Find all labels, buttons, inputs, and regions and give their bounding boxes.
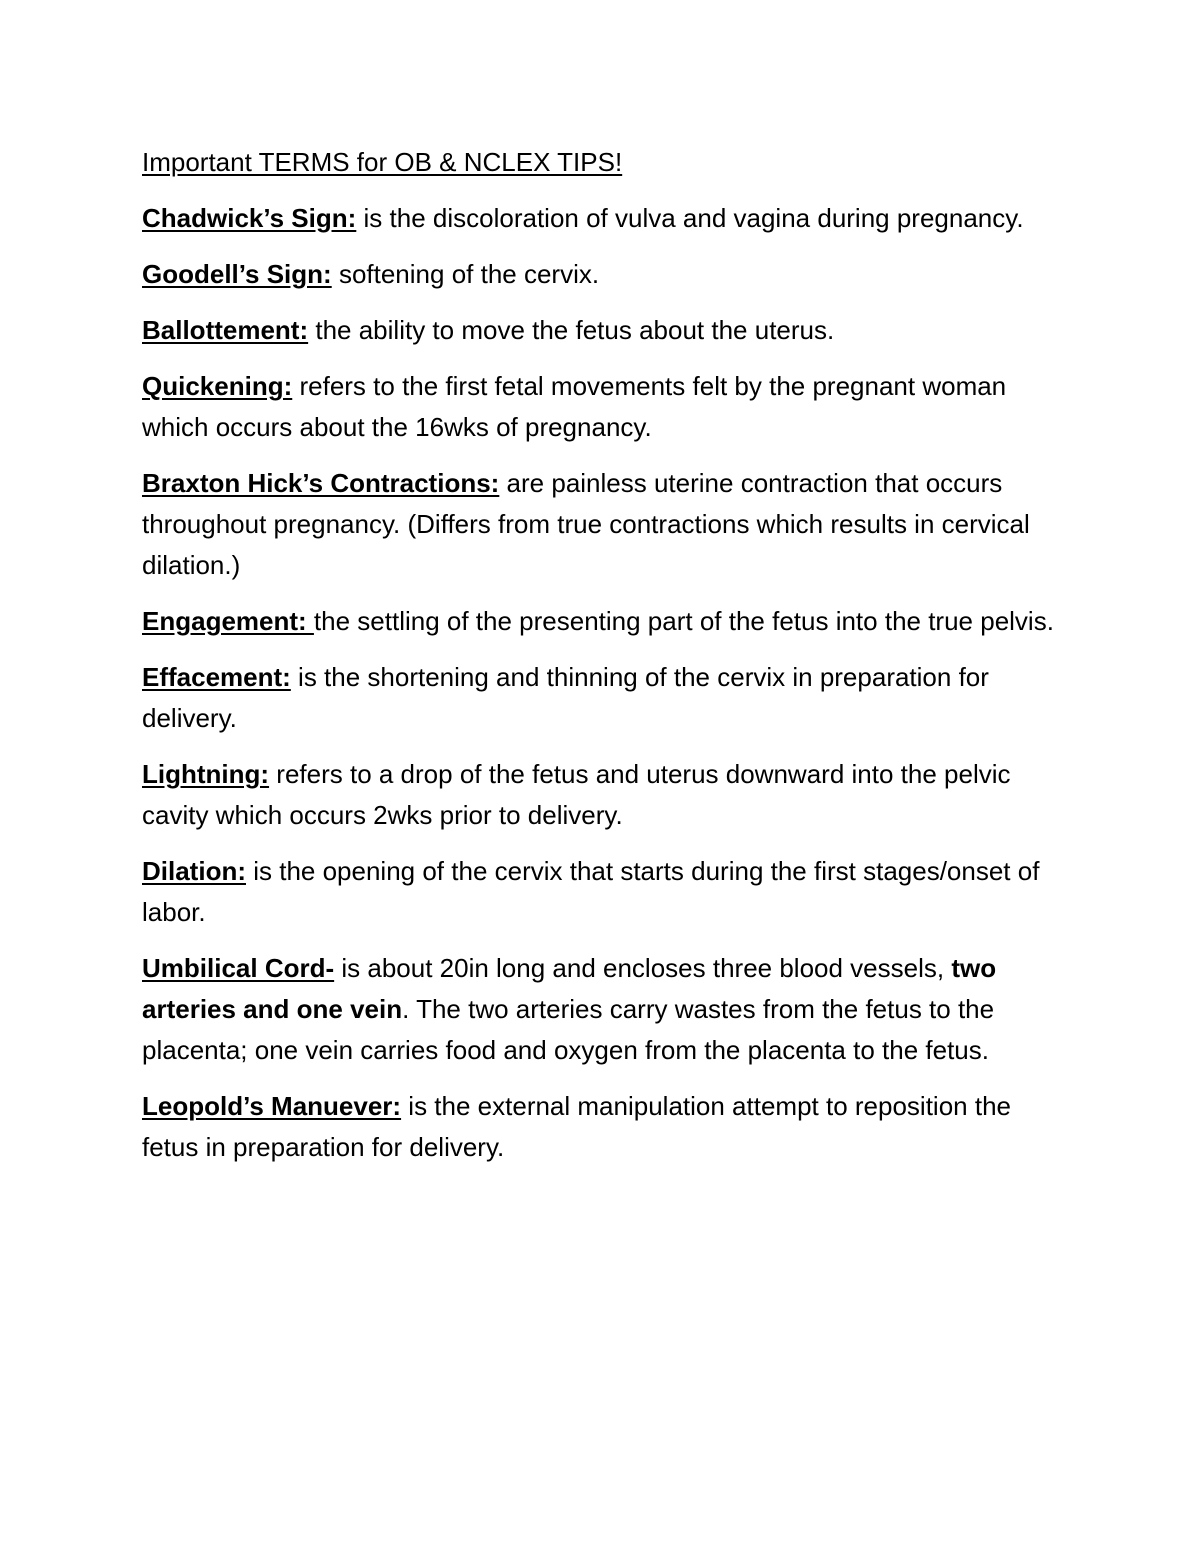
- term-label: Effacement:: [142, 662, 291, 692]
- term-entry-engagement: [142, 601, 1072, 642]
- term-label: Umbilical Cord-: [142, 953, 335, 983]
- term-label: Quickening:: [142, 371, 293, 401]
- term-label: Engagement:: [142, 606, 314, 636]
- term-definition: the ability to move the fetus about the uterus.: [308, 315, 835, 345]
- term-definition: is the external manipulation attempt to reposition the fetus in preparation for delivery.: [142, 1091, 1011, 1162]
- term-definition: is about 20in long and encloses three blood vessels,: [334, 953, 952, 983]
- term-entry-ballottement: [142, 310, 1072, 351]
- term-entry-umbilical-cord: [142, 948, 1072, 1071]
- term-definition: is the opening of the cervix that starts during the first stages/onset of labor.: [142, 856, 1040, 927]
- term-entry-braxton-hicks: [142, 463, 1072, 586]
- term-definition: the settling of the presenting part of the fetus into the true pelvis.: [313, 606, 1054, 636]
- term-entry-effacement: [142, 657, 1072, 739]
- term-label: Lightning:: [142, 759, 270, 789]
- term-entry-goodells-sign: [142, 254, 1072, 295]
- term-entry-dilation: [142, 851, 1072, 933]
- term-definition: refers to a drop of the fetus and uterus downward into the pelvic cavity which occurs 2wks prior to delivery.: [142, 759, 1011, 830]
- term-label: Ballottement:: [142, 315, 309, 345]
- term-entry-chadwicks-sign: [142, 198, 1072, 239]
- term-definition: is the discoloration of vulva and vagina during pregnancy.: [356, 203, 1024, 233]
- document-title-text: Important TERMS for OB & NCLEX TIPS!: [142, 147, 623, 177]
- term-definition: is the shortening and thinning of the cervix in preparation for delivery.: [142, 662, 989, 733]
- term-label: Braxton Hick’s Contractions:: [142, 468, 500, 498]
- term-label: Leopold’s Manuever:: [142, 1091, 402, 1121]
- term-entry-lightning: [142, 754, 1072, 836]
- term-definition: refers to the first fetal movements felt by the pregnant woman which occurs about the 16wks of pregnancy.: [142, 371, 1007, 442]
- term-label: Chadwick’s Sign:: [142, 203, 357, 233]
- term-definition: softening of the cervix.: [331, 259, 600, 289]
- term-definition: are painless uterine contraction that occurs throughout pregnancy. (Differs from true contractions which results in cervical dilation.): [142, 468, 1030, 580]
- term-entry-quickening: [142, 366, 1072, 448]
- term-definition-continued: . The two arteries carry wastes from the fetus to the placenta; one vein carries food and oxygen from the placenta to the fetus.: [142, 994, 995, 1065]
- term-label: Goodell’s Sign:: [142, 259, 332, 289]
- term-entry-leopolds-maneuver: [142, 1086, 1072, 1168]
- term-definition-emphasis: two arteries and one vein: [142, 953, 997, 1024]
- document-title: [142, 142, 1072, 183]
- term-label: Dilation:: [142, 856, 246, 886]
- document-body: [142, 142, 1072, 1183]
